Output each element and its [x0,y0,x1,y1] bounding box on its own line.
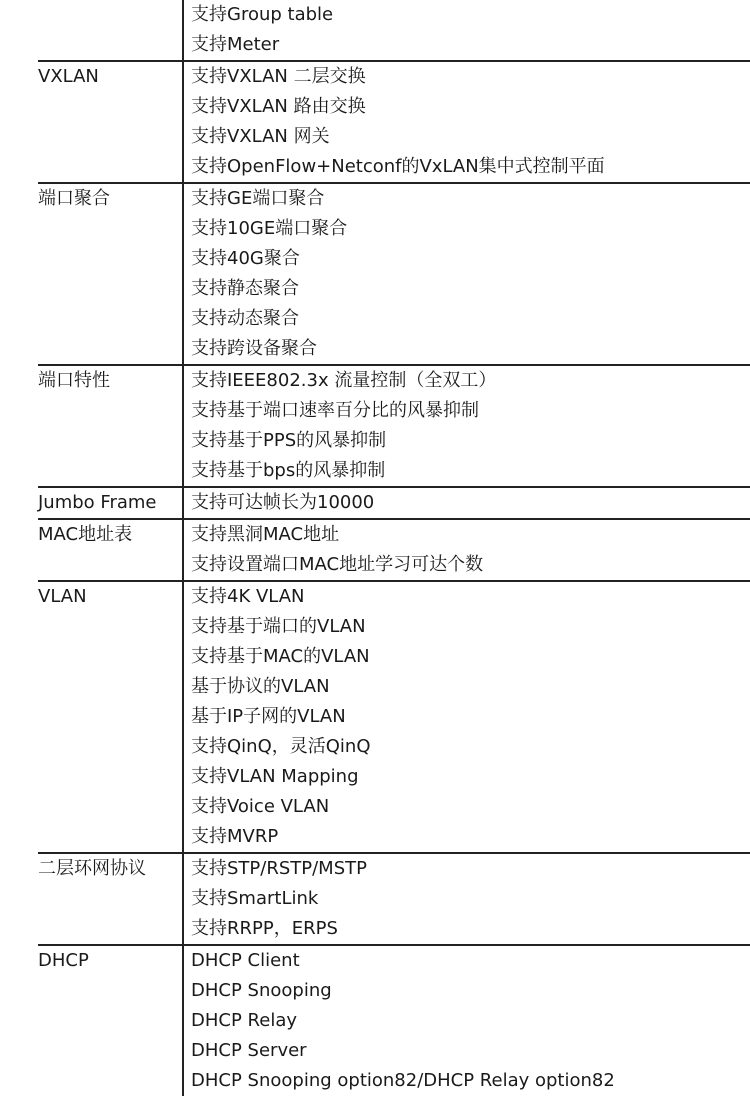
spec-items [191,184,750,364]
spec-item: 支持基于PPS的风暴抑制 [191,430,387,451]
spec-category: VLAN [38,586,87,607]
spec-item: 支持40G聚合 [191,248,300,269]
spec-item: 支持VLAN Mapping [191,766,359,787]
spec-item: 支持基于MAC的VLAN [191,646,370,667]
spec-item: 支持Meter [191,34,280,55]
spec-item: 支持QinQ，灵活QinQ [191,736,371,757]
column-divider [182,62,184,182]
spec-category: VXLAN [38,66,99,87]
spec-item: 支持MVRP [191,826,279,847]
spec-item: 支持基于端口的VLAN [191,616,366,637]
spec-items [191,488,750,518]
column-divider [182,366,184,486]
spec-item: 支持动态聚合 [191,308,299,329]
spec-row [0,520,750,582]
spec-item: 支持4K VLAN [191,586,305,607]
column-divider [182,946,184,1096]
spec-item: 支持基于bps的风暴抑制 [191,460,386,481]
spec-item: 支持VXLAN 路由交换 [191,96,366,117]
spec-category: Jumbo Frame [38,492,157,513]
spec-category: DHCP [38,950,89,971]
spec-item: 支持Group table [191,4,334,25]
spec-item: 支持静态聚合 [191,278,299,299]
spec-items [191,520,750,580]
spec-item: 支持GE端口聚合 [191,188,325,209]
spec-category: 端口特性 [38,370,110,391]
spec-item: 支持跨设备聚合 [191,338,317,359]
spec-item: 支持IEEE802.3x 流量控制（全双工） [191,370,497,391]
spec-items [191,854,750,944]
spec-row [0,488,750,520]
spec-item: 支持设置端口MAC地址学习可达个数 [191,554,484,575]
spec-item: 支持Voice VLAN [191,796,330,817]
spec-item: 基于IP子网的VLAN [191,706,346,727]
spec-row [0,854,750,946]
spec-item: 支持可达帧长为10000 [191,492,375,513]
column-divider [182,520,184,580]
spec-item: 支持10GE端口聚合 [191,218,348,239]
spec-items [191,366,750,486]
spec-items [191,582,750,852]
spec-row [0,366,750,488]
spec-item: 支持基于端口速率百分比的风暴抑制 [191,400,479,421]
spec-item: DHCP Client [191,950,300,971]
column-divider [182,0,184,60]
spec-item: DHCP Relay [191,1010,297,1031]
spec-item: 支持VXLAN 网关 [191,126,330,147]
spec-row [0,0,750,62]
column-divider [182,582,184,852]
spec-row [0,582,750,854]
column-divider [182,184,184,364]
spec-item: DHCP Server [191,1040,307,1061]
spec-item: 支持VXLAN 二层交换 [191,66,366,87]
spec-items [191,0,750,60]
spec-item: DHCP Snooping [191,980,332,1001]
spec-category: 二层环网协议 [38,858,146,879]
spec-item: DHCP Snooping option82/DHCP Relay option82 [191,1070,615,1091]
spec-items [191,946,750,1096]
spec-row [0,946,750,1096]
spec-category: MAC地址表 [38,524,133,545]
spec-item: 支持RRPP，ERPS [191,918,338,939]
spec-item: 基于协议的VLAN [191,676,330,697]
spec-item: 支持STP/RSTP/MSTP [191,858,367,879]
column-divider [182,488,184,518]
spec-item: 支持OpenFlow+Netconf的VxLAN集中式控制平面 [191,156,605,177]
spec-item: 支持黑洞MAC地址 [191,524,340,545]
spec-category: 端口聚合 [38,188,110,209]
spec-row [0,184,750,366]
spec-row [0,62,750,184]
spec-item: 支持SmartLink [191,888,319,909]
column-divider [182,854,184,944]
spec-items [191,62,750,182]
